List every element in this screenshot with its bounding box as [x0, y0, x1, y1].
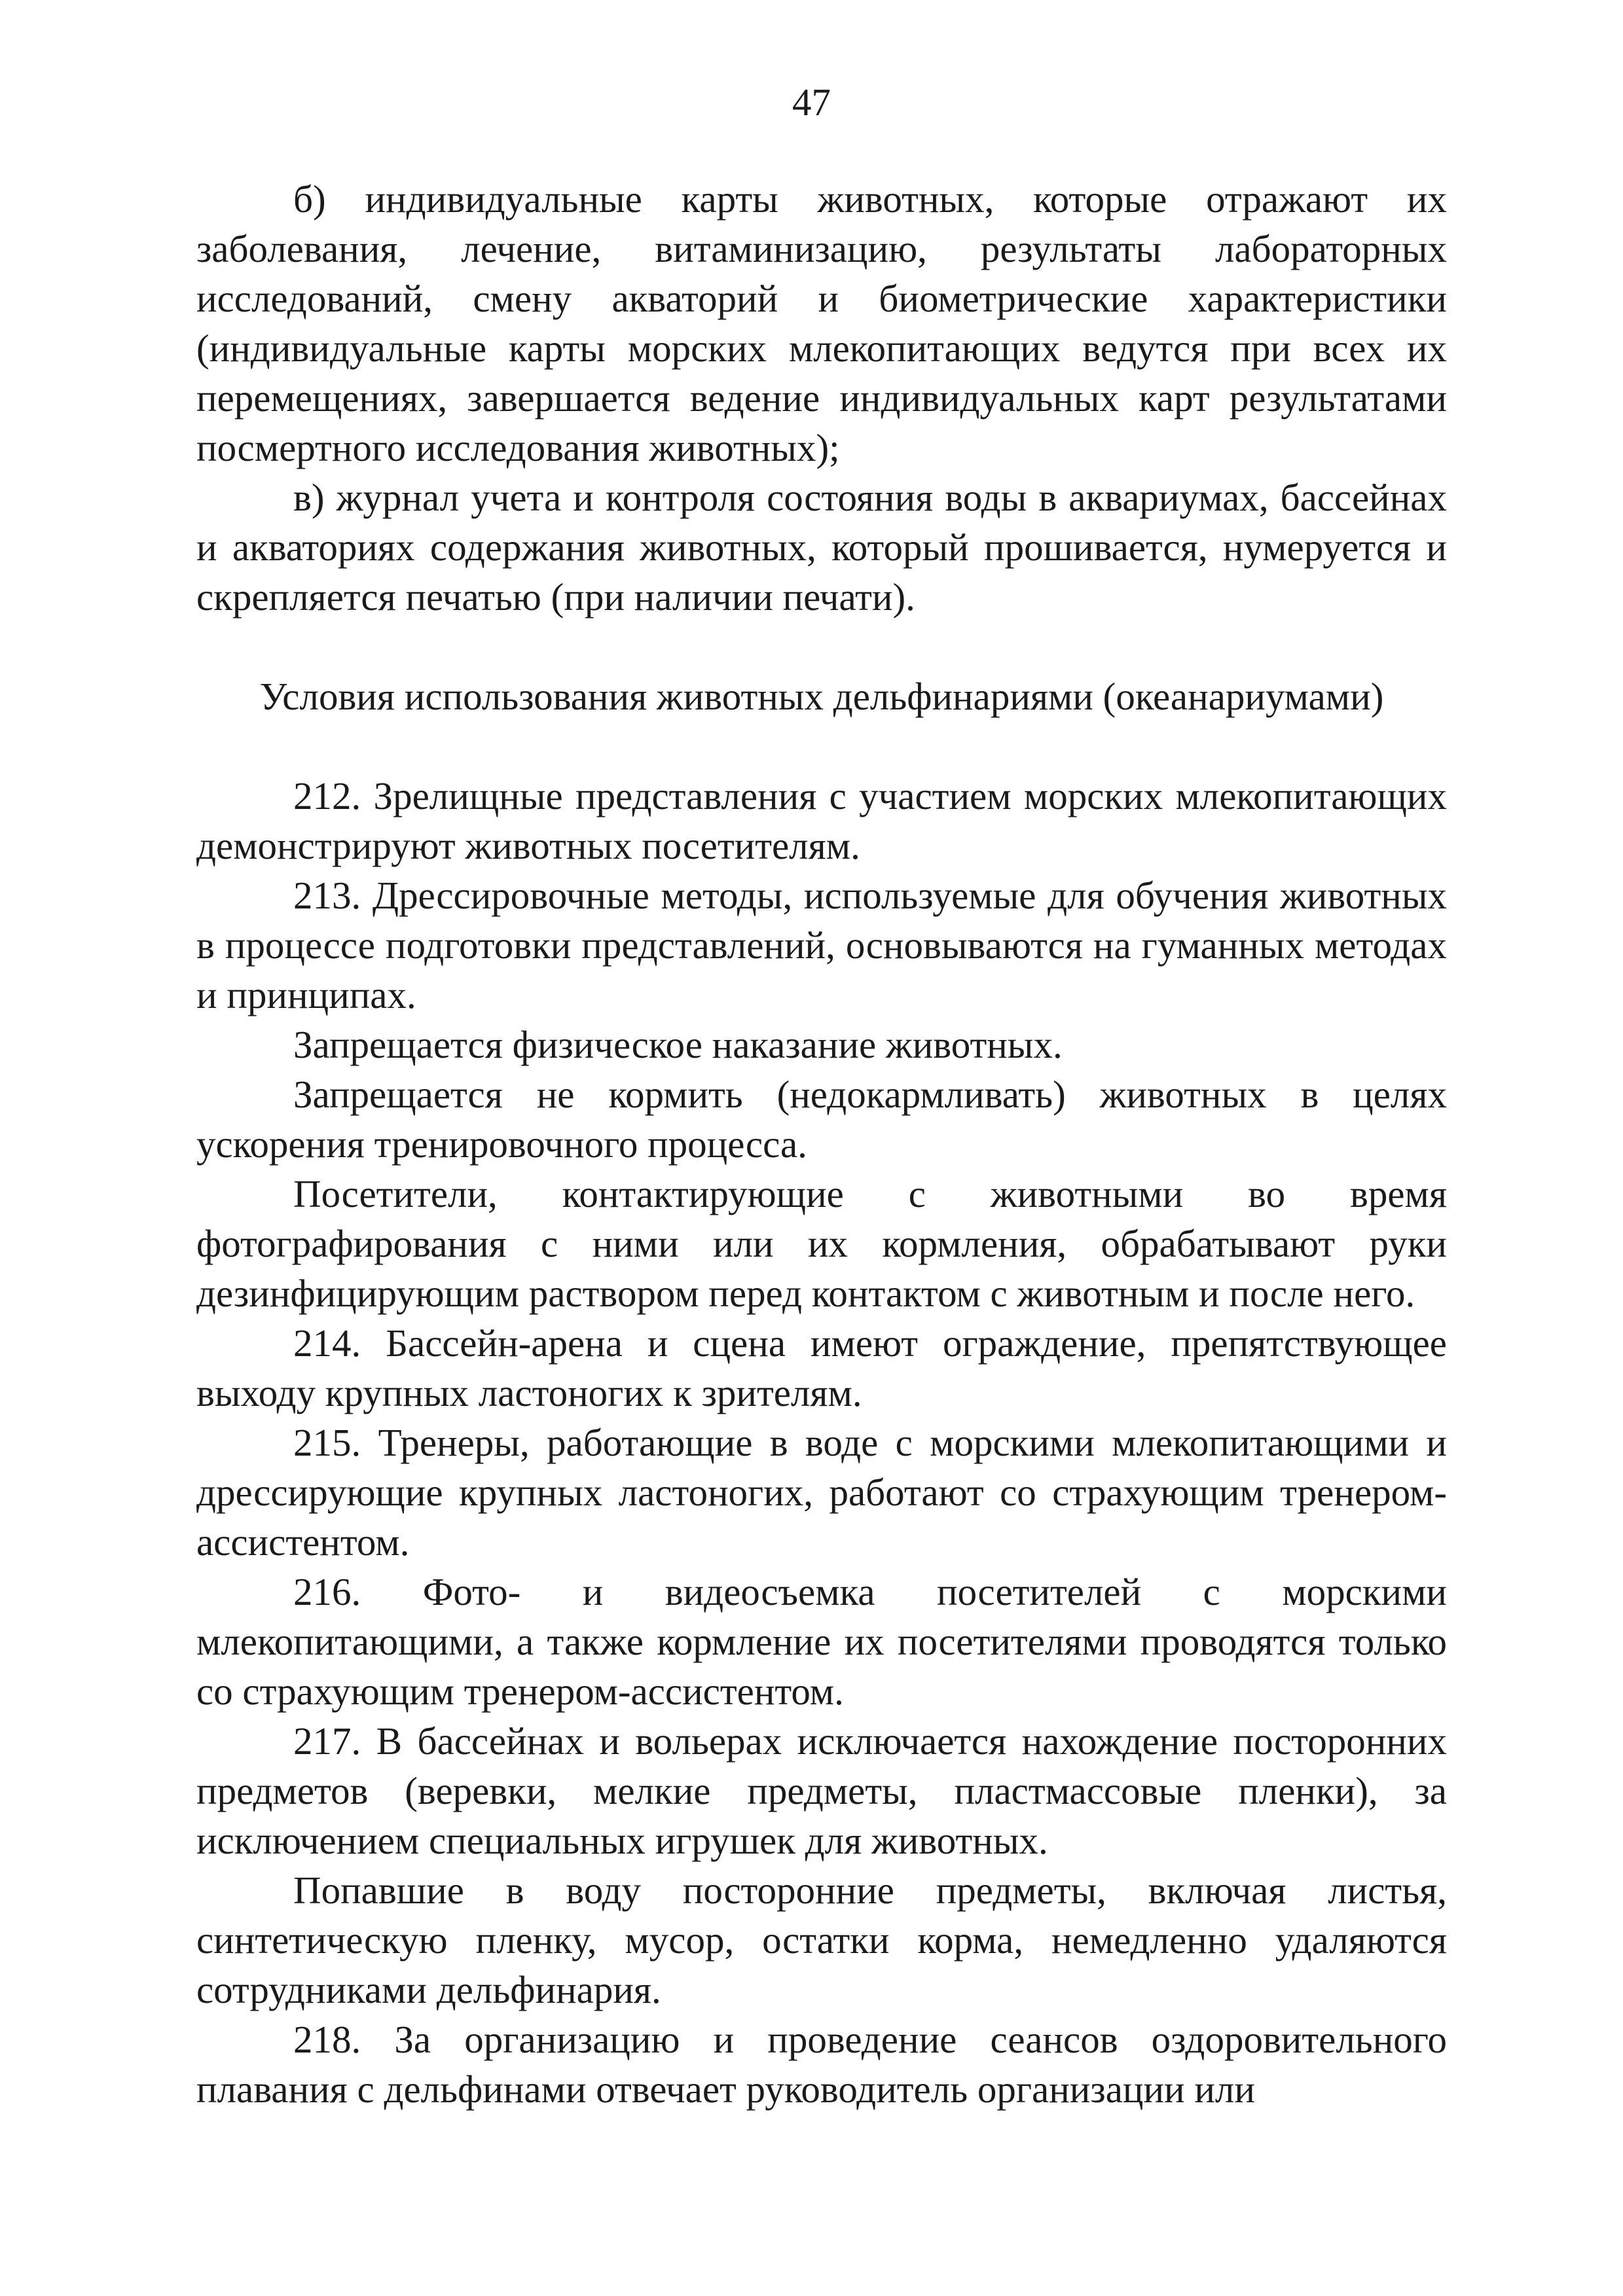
paragraph-213: 213. Дрессировочные методы, используемые для обучения животных в процессе подготовки представлений, основываются на гуманных методах и принципах. [196, 874, 1447, 1016]
paragraph-no-underfeeding: Запрещается не кормить (недокармливать) животных в целях ускорения тренировочного процесса. [196, 1073, 1447, 1166]
paragraph-212: 212. Зрелищные представления с участием морских млекопитающих демонстрируют животных посетителям. [196, 774, 1447, 867]
section-heading: Условия использования животных дельфинариями (океанариумами) [259, 675, 1384, 718]
paragraph-b-individual-cards: б) индивидуальные карты животных, которые отражают их заболевания, лечение, витаминизацию, результаты лабораторных исследований, смену акваторий и биометрические характеристики (индивидуальные карты морских млекопитающих ведутся при всех их перемещениях, завершается ведение индивидуальных карт результатами посмертного исследования животных); [196, 177, 1447, 469]
paragraph-v-water-journal: в) журнал учета и контроля состояния воды в аквариумах, бассейнах и акваториях содержания животных, который прошивается, нумеруется и скрепляется печатью (при наличии печати). [196, 476, 1447, 619]
page-number: 47 [792, 81, 831, 124]
paragraph-foreign-objects: Попавшие в воду посторонние предметы, включая листья, синтетическую пленку, мусор, остатки корма, немедленно удаляются сотрудниками дельфинария. [196, 1869, 1447, 2011]
paragraph-visitors-disinfect: Посетители, контактирующие с животными во время фотографирования с ними или их кормления, обрабатывают руки дезинфицирующим раствором перед контактом с животным и после него. [196, 1172, 1447, 1315]
paragraph-214: 214. Бассейн-арена и сцена имеют ограждение, препятствующее выходу крупных ластоногих к зрителям. [196, 1321, 1447, 1414]
paragraph-215: 215. Тренеры, работающие в воде с морскими млекопитающими и дрессирующие крупных ластоногих, работают со страхующим тренером-ассистентом. [196, 1421, 1447, 1564]
body-text [196, 174, 1447, 2114]
paragraph-217: 217. В бассейнах и вольерах исключается нахождение посторонних предметов (веревки, мелкие предметы, пластмассовые пленки), за исключением специальных игрушек для животных. [196, 1719, 1447, 1862]
paragraph-218: 218. За организацию и проведение сеансов оздоровительного плавания с дельфинами отвечает руководитель организации или [196, 2018, 1447, 2111]
paragraph-physical-punishment: Запрещается физическое наказание животных. [293, 1023, 1063, 1066]
paragraph-216: 216. Фото- и видеосъемка посетителей с морскими млекопитающими, а также кормление их посетителями проводятся только со страхующим тренером-ассистентом. [196, 1570, 1447, 1713]
